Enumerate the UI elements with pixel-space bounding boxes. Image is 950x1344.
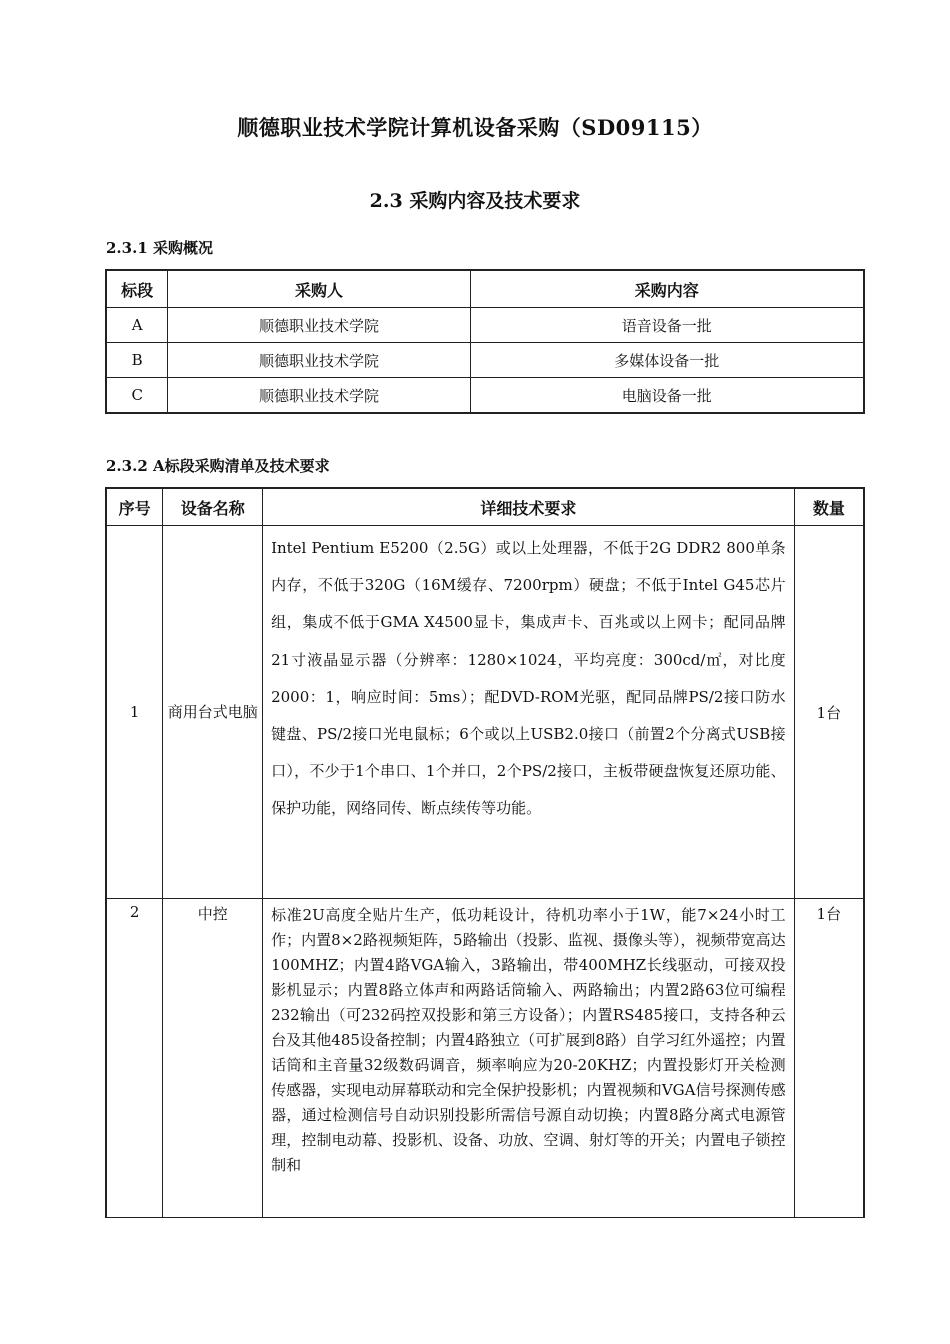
table-header-row: [106, 270, 864, 308]
sub-heading-overview: 2.3.1 采购概况: [106, 239, 213, 257]
section-heading: 2.3 采购内容及技术要求: [369, 190, 581, 212]
table-header-row: [106, 488, 864, 526]
header-cell: 采购人: [168, 270, 470, 308]
table-row: [106, 343, 864, 378]
header-cell: 设备名称: [163, 488, 263, 526]
procurement-list-table: [105, 487, 865, 1218]
table-row: [106, 526, 864, 899]
item-spec-cell: Intel Pentium E5200（2.5G）或以上处理器，不低于2G DDR2 800单条内存，不低于320G（16M缓存、7200rpm）硬盘；不低于Intel G45芯片组，集成不低于GMA X4500显卡，集成声卡、百兆或以上网卡；配同品牌21寸液晶显示器（分辨率：1280×1024，平均亮度：300cd/㎡，对比度2000：1，响应时间：5ms）；配DVD-ROM光驱，配同品牌PS/2接口防水键盘、PS/2接口光电鼠标；6个或以上USB2.0接口（前置2个分离式USB接口），不少于1个串口、1个并口，2个PS/2接口，主板带硬盘恢复还原功能、保护功能，网络同传、断点续传等功能。: [263, 526, 795, 899]
buyer-cell: 顺德职业技术学院: [168, 378, 470, 414]
item-number-cell: 2: [106, 899, 163, 1218]
content-cell: 多媒体设备一批: [470, 343, 864, 378]
item-spec-cell: 标准2U高度全贴片生产，低功耗设计，待机功率小于1W，能7×24小时工作；内置8×2路视频矩阵，5路输出（投影、监视、摄像头等），视频带宽高达100MHZ；内置4路VGA输入，3路输出，带400MHZ长线驱动，可接双投影机显示；内置8路立体声和两路话筒输入、两路输出；内置2路63位可编程232输出（可232码控双投影和第三方设备）；内置RS485接口，支持各种云台及其他485设备控制；内置4路独立（可扩展到8路）自学习红外遥控；内置话筒和主音量32级数码调音，频率响应为20-20KHZ；内置投影灯开关检测传感器，实现电动屏幕联动和完全保护投影机；内置视频和VGA信号探测传感器，通过检测信号自动识别投影所需信号源自动切换；内置8路分离式电源管理，控制电动幕、投影机、设备、功放、空调、射灯等的开关；内置电子锁控制和: [263, 899, 795, 1218]
header-cell: 数量: [794, 488, 864, 526]
item-name-cell: 商用台式电脑: [163, 526, 263, 899]
header-cell: 序号: [106, 488, 163, 526]
sub-heading-list: 2.3.2 A标段采购清单及技术要求: [106, 457, 330, 475]
item-name-cell: 中控: [163, 899, 263, 1218]
table-row: [106, 378, 864, 414]
item-number-cell: 1: [106, 526, 163, 899]
content-cell: 语音设备一批: [470, 308, 864, 343]
table-row: [106, 308, 864, 343]
section-cell: A: [106, 308, 168, 343]
header-cell: 详细技术要求: [263, 488, 795, 526]
section-cell: B: [106, 343, 168, 378]
table-row: [106, 899, 864, 1218]
section-cell: C: [106, 378, 168, 414]
header-cell: 采购内容: [470, 270, 864, 308]
header-cell: 标段: [106, 270, 168, 308]
item-quantity-cell: 1台: [794, 899, 864, 1218]
buyer-cell: 顺德职业技术学院: [168, 343, 470, 378]
item-quantity-cell: 1台: [794, 526, 864, 899]
content-cell: 电脑设备一批: [470, 378, 864, 414]
document-title: 顺德职业技术学院计算机设备采购（SD09115）: [237, 115, 713, 140]
overview-table: [105, 269, 865, 414]
buyer-cell: 顺德职业技术学院: [168, 308, 470, 343]
